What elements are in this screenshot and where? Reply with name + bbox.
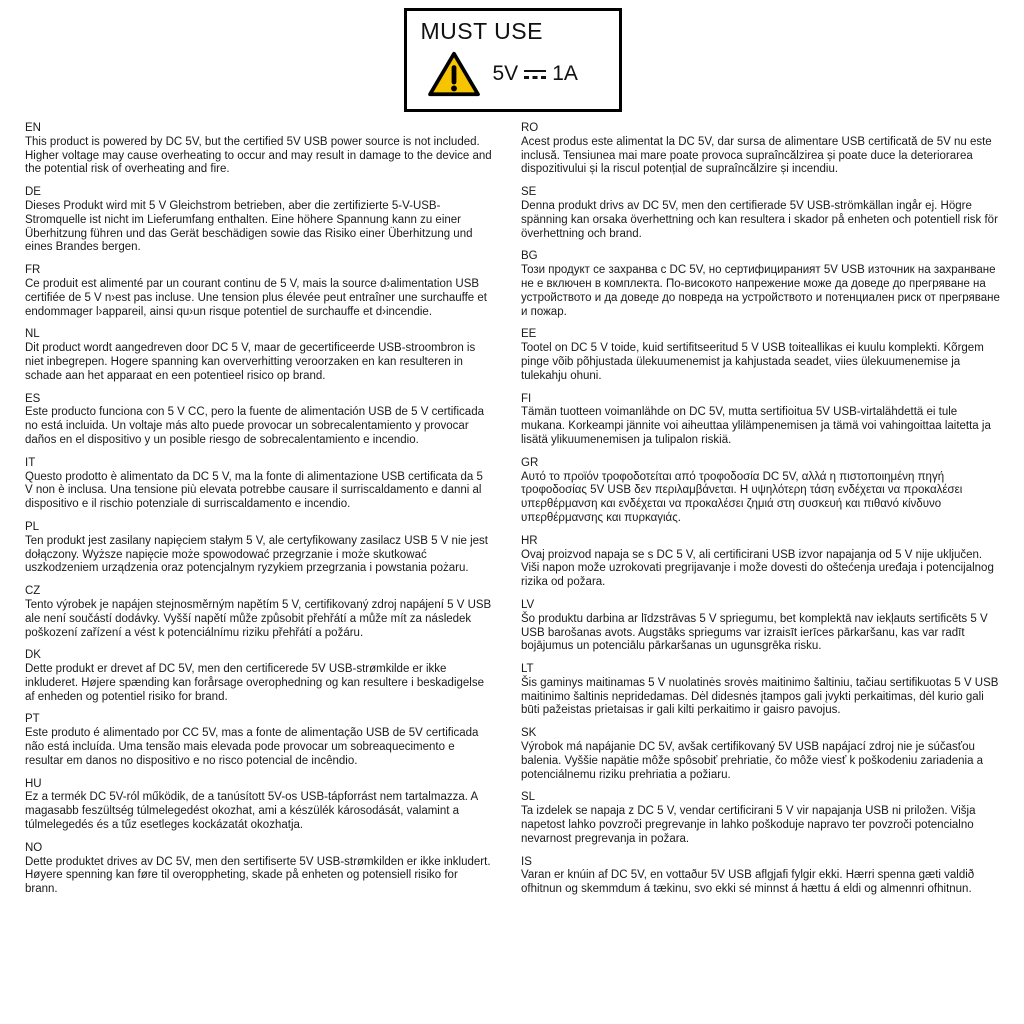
must-use-box	[404, 8, 622, 112]
language-code: EE	[521, 328, 537, 341]
language-warning-text: Tämän tuotteen voimanlähde on DC 5V, mutta sertifioitua 5V USB-virtalähdettä ei tule mukana. Korkeampi jännite voi aiheuttaa ylilämpenemisen ja tämä voi vahingoittaa laitetta ja lisätä ylikuumenemisen ja tulipalon riskiä.	[521, 406, 991, 446]
language-code: PL	[25, 520, 40, 533]
language-code: NL	[25, 328, 40, 341]
language-section	[521, 535, 1000, 590]
language-section	[25, 521, 493, 576]
language-section	[25, 713, 493, 768]
language-section	[521, 727, 1000, 782]
warning-triangle-icon	[427, 50, 481, 98]
language-code: IT	[25, 456, 36, 469]
language-warning-text: Ten produkt jest zasilany napięciem stałym 5 V, ale certyfikowany zasilacz USB 5 V nie jest dołączony. Wyższe napięcie może spowodować przegrzanie i może skutkować uszkodzeniem urządzenia oraz potencjalnym ryzykiem przegrzania i powstania pożaru.	[25, 534, 488, 575]
language-section	[521, 328, 1000, 383]
power-rating	[493, 62, 578, 86]
language-section	[25, 328, 493, 383]
language-code: EN	[25, 122, 41, 134]
language-section	[521, 122, 1000, 177]
language-code: RO	[521, 122, 539, 134]
language-section	[521, 457, 1000, 526]
language-warning-text: Ez a termék DC 5V-ról működik, de a tanúsított 5V-os USB-tápforrást nem tartalmazza. A magasabb feszültség túlmelegedést okozhat, ami a készülék károsodását, valamint a túlmelegedés és a tűz esetleges kockázatát okozhatja.	[25, 791, 478, 832]
language-warning-text: Ovaj proizvod napaja se s DC 5 V, ali certificirani USB izvor napajanja od 5 V nije uključen. Viši napon može uzrokovati pregrijavanje i može dovesti do oštećenja uređaja i potencijalnog rizika od požara.	[521, 548, 994, 589]
language-section	[521, 393, 1000, 448]
column-right	[521, 122, 1000, 906]
language-section	[25, 778, 493, 833]
language-warning-text: Ce produit est alimenté par un courant continu de 5 V, mais la source d›alimentation USB certifiée de 5 V n›est pas incluse. Une tension plus élevée peut entraîner une surchauffe et endommager l›appareil, ainsi qu›un risque potentiel de surchauffe et d›incendie.	[25, 277, 487, 318]
language-warning-text: Este producto funciona con 5 V CC, pero la fuente de alimentación USB de 5 V certificada no está incluida. Un voltaje más alto puede provocar un sobrecalentamiento y provocar daños en el dispositivo y un posible riesgo de sobrecalentamiento e incendio.	[25, 406, 484, 446]
language-code: DK	[25, 649, 41, 662]
column-left	[25, 122, 493, 906]
language-warning-text: Dieses Produkt wird mit 5 V Gleichstrom betrieben, aber die zertifizierte 5-V-USB-Stromquelle ist nicht im Lieferumfang enthalten. Eine höhere Spannung kann zu einer Überhitzung führen und das Gerät beschädigen sowie das Risiko einer Überhitzung und eines Brandes bergen.	[25, 199, 473, 254]
language-warning-text: Varan er knúin af DC 5V, en vottaður 5V USB aflgjafi fylgir ekki. Hærri spenna gæti valdið ofhitnun og skemmdum á tækinu, svo ekki sé minnst á hættu á eldi og almennri ofhitnun.	[521, 869, 975, 896]
language-warning-text: Dette produkt er drevet af DC 5V, men den certificerede 5V USB-strømkilde er ikke inkluderet. Højere spænding kan forårsage overophedning og kan resultere i beskadigelse af enheden og potentiel risiko for brand.	[25, 663, 485, 703]
language-warning-text: Dette produktet drives av DC 5V, men den sertifiserte 5V USB-strømkilden er ikke inkludert. Høyere spenning kan føre til overoppheting, skade på enheten og potensiell risiko for brann.	[25, 855, 491, 896]
language-warning-text: This product is powered by DC 5V, but the certified 5V USB power source is not included. Higher voltage may cause overheating to occur and may result in damage to the device and the potential risk of overheating and fire.	[25, 135, 492, 176]
language-code: BG	[521, 250, 538, 263]
language-warning-text: Denna produkt drivs av DC 5V, men den certifierade 5V USB-strömkällan ingår ej. Högre spänning kan orsaka överhettning och kan resultera i skador på enheten och potentiell risk för överhettning och brand.	[521, 199, 998, 240]
language-section	[25, 842, 493, 897]
dc-symbol-icon	[524, 70, 546, 79]
language-warning-text: Acest produs este alimentat la DC 5V, dar sursa de alimentare USB certificată de 5V nu este inclusă. Tensiunea mai mare poate provoca supraîncălzirea și poate duce la deteriorarea dispozitivului și la riscul potențial de supraîncălzire și incendiu.	[521, 135, 992, 176]
language-code: FI	[521, 392, 532, 405]
language-code: PT	[25, 713, 40, 726]
current-value: 1A	[552, 62, 578, 85]
language-code: FR	[25, 264, 41, 277]
language-warning-text: Este produto é alimentado por CC 5V, mas a fonte de alimentação USB de 5V certificada não está incluída. Uma tensão mais elevada pode provocar um sobreaquecimento e resultar em danos no dispositivo e no risco potencial de incêndio.	[25, 727, 479, 767]
language-code: CZ	[25, 585, 41, 598]
language-warning-text: Αυτό το προϊόν τροφοδοτείται από τροφοδοσία DC 5V, αλλά η πιστοποιημένη πηγή τροφοδοσίας 5V USB δεν περιλαμβάνεται. Η υψηλότερη τάση ενδέχεται να προκαλέσει υπερθέρμανση και ενδέχεται να προκαλέσει ζημιά στη συσκευή και πιθανό κίνδυνο υπερθέρμανσης και πυρκαγιάς.	[521, 470, 963, 524]
voltage-value: 5V	[492, 62, 519, 85]
language-warning-text: Ta izdelek se napaja z DC 5 V, vendar certificirani 5 V vir napajanja USB ni priložen. Višja napetost lahko povzroči pregrevanje in lahko poškoduje napravo ter povzroči potencialno nevarnost pregrevanja in požara.	[521, 805, 976, 845]
power-rating-row	[421, 50, 607, 98]
language-columns	[25, 122, 1000, 906]
language-section	[521, 599, 1000, 654]
language-code: NO	[25, 841, 43, 854]
must-use-title: MUST USE	[420, 18, 543, 44]
language-code: SK	[521, 727, 537, 740]
language-section	[25, 457, 493, 512]
language-section	[25, 122, 493, 177]
language-code: SL	[521, 791, 536, 804]
language-section	[521, 663, 1000, 718]
dc-dashed-line	[524, 76, 546, 79]
language-warning-text: Tootel on DC 5 V toide, kuid sertifitseeritud 5 V USB toiteallikas ei kuulu komplekti. Kõrgem pinge võib põhjustada ülekuumenemist ja kahjustada seadet, viies ülekuumenemise ja tulekahju ohuni.	[521, 342, 984, 382]
language-section	[25, 264, 493, 319]
language-section	[521, 250, 1000, 319]
language-section	[25, 585, 493, 640]
language-section	[521, 856, 1000, 897]
exclamation-dot	[451, 85, 457, 91]
language-code: SE	[521, 186, 537, 199]
language-code: LT	[521, 663, 534, 676]
language-section	[25, 186, 493, 255]
language-code: IS	[521, 855, 532, 868]
language-warning-text: Výrobok má napájanie DC 5V, avšak certifikovaný 5V USB napájací zdroj nie je súčasťou balenia. Vyššie napätie môže spôsobiť prehriatie, čo môže viesť k poškodeniu zariadenia a potenciálnemu riziku prehriatia a požiaru.	[521, 741, 984, 781]
language-code: ES	[25, 392, 41, 405]
language-warning-text: Šo produktu darbina ar līdzstrāvas 5 V spriegumu, bet komplektā nav iekļauts sertificēts 5 V USB barošanas avots. Augstāks spriegums var izraisīt ierīces pārkaršanu, kas var radīt bojājumus un potenciālu pārkaršanas un ugunsgrēka risku.	[521, 612, 988, 653]
language-code: GR	[521, 456, 539, 469]
language-code: LV	[521, 598, 535, 611]
language-warning-text: Šis gaminys maitinamas 5 V nuolatinės srovės maitinimo šaltiniu, tačiau sertifikuotas 5 V USB maitinimo šaltinis nepridedamas. Dėl didesnės įtampos gali įvykti perkaitimas, dėl kurio gali būti pažeistas prietaisas ir gali kilti perkaitimo ir gaisro pavojus.	[521, 676, 999, 717]
language-code: HR	[521, 534, 538, 547]
dc-solid-line	[524, 70, 546, 73]
language-section	[521, 791, 1000, 846]
language-code: HU	[25, 777, 42, 790]
language-code: DE	[25, 186, 41, 199]
language-warning-text: Questo prodotto è alimentato da DC 5 V, ma la fonte di alimentazione USB certificata da 5 V non è inclusa. Una tensione più elevata potrebbe causare il surriscaldamento e danni al dispositivo e il rischio potenziale di surriscaldamento e incendio.	[25, 470, 483, 511]
language-section	[521, 186, 1000, 241]
language-section	[25, 393, 493, 448]
language-section	[25, 649, 493, 704]
language-warning-text: Този продукт се захранва с DC 5V, но сертифицираният 5V USB източник на захранване не е включен в комплекта. По-високото напрежение може да доведе до прегряване на устройството и да доведе до повреда на устройството и потенциален риск от прегряване и пожар.	[521, 264, 1000, 318]
language-warning-text: Dit product wordt aangedreven door DC 5 V, maar de gecertificeerde USB-stroombron is niet inbegrepen. Hogere spanning kan oververhitting veroorzaken en kan resulteren in schade aan het apparaat en een potentieel risico op brand.	[25, 342, 476, 382]
language-warning-text: Tento výrobek je napájen stejnosměrným napětím 5 V, certifikovaný zdroj napájení 5 V USB ale není součástí dodávky. Vyšší napětí může způsobit přehřátí a může mít za následek poškození zařízení a vést k potenciálnímu riziku přehřátí a požáru.	[25, 598, 492, 639]
